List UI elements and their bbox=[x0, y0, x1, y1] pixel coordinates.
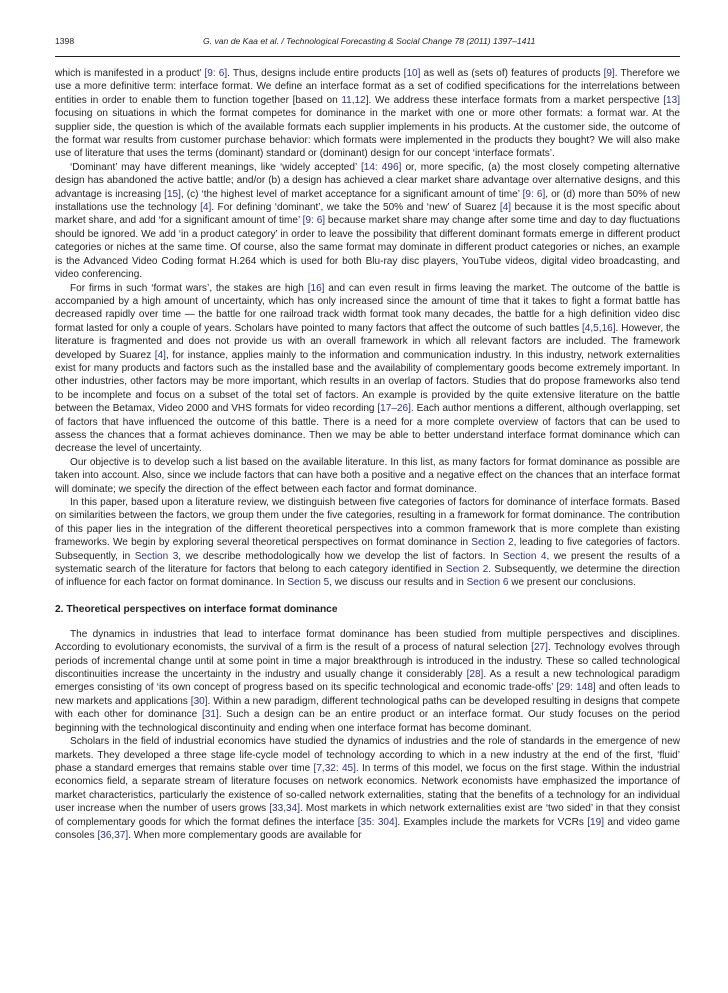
text-run: , for instance, applies mainly to the information and communication industry. In this industry, network externalities exist for many products and factors such as the installed base and the availability of complementary goods become extremely important. In other industries, other factors may be more important, which results in an overlap of factors. Studies that do propose frameworks also tend to be incomplete and focus on a subset of the total set of factors. An example is provided by the quite extensive literature on the battle between the Betamax, Video 2000 and VHS formats for video recording bbox=[55, 349, 681, 415]
text-run: . Each author mentions a different, although overlapping, set of factors that have influenced the outcome of this battle. There is a need for a more complete overview of factors that can be used to assess the chances that a format achieves dominance. Then we may be able to better understand interface format dominance which can decrease the level of uncertainty. bbox=[55, 403, 680, 455]
text-run: as well as (sets of) features of products bbox=[420, 68, 604, 79]
citation-link[interactable]: [36,37] bbox=[97, 829, 129, 841]
text-run: ]. We address these interface formats from a market perspective bbox=[365, 94, 664, 106]
citation-link[interactable]: 11,12 bbox=[341, 94, 366, 106]
text-run: . For defining ‘dominant’, we take the 50% and ‘new’ of Suarez bbox=[211, 202, 500, 214]
citation-link[interactable]: [17–26] bbox=[377, 403, 411, 415]
citation-link[interactable]: [28] bbox=[466, 669, 484, 681]
text-run: Scholars in the field of industrial economics have studied the dynamics of industries and the role of standards in the emergence of new markets. They developed a three stage life-cycle model of technology according to which in a new industry at the end of the first, ‘fluid’ phase a standard emerges that remains stable over time bbox=[55, 736, 680, 774]
text-run: Our objective is to develop such a list based on the available literature. In this list, as many factors for format dominance as possible are taken into account. Also, since we include factors that can have both a positive and a negative effect on the chances that an interface format will dominate; we specify the direction of the effect between each factor and format dominance. bbox=[55, 456, 680, 495]
citation-link[interactable]: Section 4 bbox=[502, 550, 547, 562]
citation-link[interactable]: [31] bbox=[201, 709, 219, 721]
citation-link[interactable]: [13] bbox=[663, 94, 680, 106]
text-run: , we present the results of a systematic search of the literature for factors that belong to each category identified in bbox=[55, 550, 681, 576]
citation-link[interactable]: [35: 304] bbox=[357, 816, 398, 828]
page-number: 1398 bbox=[55, 36, 75, 46]
citation-link[interactable]: [4] bbox=[200, 202, 212, 214]
text-run: because it is the most specific about market share, and add ‘for a significant amount of time’ bbox=[55, 202, 680, 227]
citation-link[interactable]: [7,32: 45] bbox=[313, 762, 356, 774]
text-run: . Most markets in which network externalities exist are ‘two sided’ in that they consist of complementary goods for which the format defines the interface bbox=[55, 803, 680, 828]
text-run: and video game consoles bbox=[55, 816, 681, 841]
paragraph bbox=[55, 496, 680, 590]
citation-link[interactable]: Section 2 bbox=[471, 537, 514, 549]
page bbox=[55, 36, 680, 842]
article-body bbox=[55, 67, 680, 842]
section-heading bbox=[55, 603, 680, 616]
citation-link[interactable]: [4] bbox=[499, 202, 512, 214]
paragraph bbox=[55, 628, 680, 735]
text-run: . Examples include the markets for VCRs bbox=[397, 816, 588, 828]
text-run: , or (d) more than 50% of new installations use the technology bbox=[55, 188, 680, 214]
paragraph bbox=[55, 735, 680, 842]
text-run: , we describe methodologically how we develop the list of factors. In bbox=[178, 550, 503, 562]
citation-link[interactable]: Section 3 bbox=[134, 550, 179, 562]
text-run: . In terms of this model, we focus on the first stage. Within the industrial economics field, a separate stream of literature focuses on network economics. Network economists have emphasized the importance of market characteristics, particularly the existence of so-called network externalities, stating that the benefits of a technology for an individual user increase when the number of users grows bbox=[55, 762, 680, 815]
citation-link[interactable]: [4] bbox=[154, 349, 166, 361]
running-head bbox=[55, 36, 680, 50]
header-rule bbox=[55, 56, 680, 57]
text-run: . When more complementary goods are available for bbox=[128, 829, 362, 841]
text-run: 2. Theoretical perspectives on interface format dominance bbox=[55, 603, 338, 615]
paragraph bbox=[55, 161, 680, 282]
citation-link[interactable]: [4,5,16] bbox=[582, 322, 616, 334]
text-run: ‘Dominant’ may have different meanings, like ‘widely accepted’ bbox=[70, 161, 361, 173]
citation-link[interactable]: [9: 6] bbox=[302, 215, 326, 227]
citation-link[interactable]: Section 2 bbox=[445, 564, 489, 576]
citation-link[interactable]: [33,34] bbox=[269, 803, 300, 815]
text-run: or, more specific, (a) the most closely competing alternative design has abandoned the active battle; and/or (b) a design has achieved a clear market share advantage over alternative designs, and this advantage is increasing bbox=[55, 161, 680, 200]
text-run: and often leads to new markets and applications bbox=[55, 682, 681, 707]
citation-link[interactable]: Section 6 bbox=[466, 577, 509, 589]
text-run: we present our conclusions. bbox=[508, 577, 636, 589]
citation-link[interactable]: [14: 496] bbox=[360, 161, 402, 173]
text-run: For firms in such ‘format wars’, the stakes are high bbox=[70, 282, 308, 294]
citation-link[interactable]: [29: 148] bbox=[556, 682, 596, 694]
text-run: focusing on situations in which the format competes for dominance in the market with one or more other formats: a format war. At the supplier side, the question is which of the available formats each supplier implements in his products. At the customer side, the outcome of the format war results from customer purchase behavior: which formats were implemented in the products they bought? We will also make use of literature that uses the terms (dominant) standard or (dominant) design for our concept ‘interface formats’. bbox=[55, 108, 680, 160]
citation-link[interactable]: [30] bbox=[190, 695, 208, 707]
citation-link[interactable]: [9: 6] bbox=[204, 68, 228, 79]
text-run: and can even result in firms leaving the market. The outcome of the battle is accompanied by a high amount of uncertainty, which has only increased since the amount of time that it takes to fight a format battle has decreased rapidly over time — the battle for one railroad track width format took many decades, the battle for a high definition video disc format lasted for only a couple of years. Scholars have pointed to many factors that affect the outcome of such battles bbox=[55, 282, 681, 334]
citation-link[interactable]: [27] bbox=[531, 642, 548, 654]
citation-link[interactable]: [9] bbox=[603, 68, 615, 79]
text-run: . Such a design can be an entire product or an interface format. Our study focuses on the period beginning with the technological discontinuity and ending when one interface format has become dominant. bbox=[55, 709, 680, 734]
text-run: , we discuss our results and in bbox=[329, 577, 467, 589]
text-run: , leading to five categories of factors. Subsequently, in bbox=[55, 537, 680, 562]
journal-citation: G. van de Kaa et al. / Technological Forecasting & Social Change 78 (2011) 1397–1411 bbox=[203, 36, 536, 46]
citation-link[interactable]: [19] bbox=[587, 816, 605, 828]
citation-link[interactable]: [10] bbox=[403, 68, 421, 79]
text-run: . As a result a new technological paradigm emerges consisting of ‘its own concept of progress based on its specific technological and economic trade-offs’ bbox=[55, 669, 680, 694]
citation-link[interactable]: [15] bbox=[164, 188, 181, 200]
citation-link[interactable]: [9: 6] bbox=[522, 188, 546, 200]
text-run: . Subsequently, we determine the direction of influence for each factor on format dominance. In bbox=[55, 564, 680, 589]
text-run: , (c) ‘the highest level of market acceptance for a significant amount of time’ bbox=[180, 188, 523, 200]
text-run: which is manifested in a product’ bbox=[55, 68, 205, 79]
text-run: because market share may change after some time and day to day fluctuations should be ignored. We add ‘in a product category’ in order to leave the possibility that different dominant formats emerge in different product categories or niches at the same time. Of course, also the same format may dominate in different product categories or niches, an example is the Advanced Video Coding format H.264 which is used for both Blu-ray disc players, YouTube videos, digital video broadcasting, and video conferencing. bbox=[55, 215, 680, 281]
text-run: . Therefore we use a more definitive term: interface format. We define an interface format as a set of codified specifications for the interrelations between entities in order to enable them to function together [based on bbox=[55, 68, 680, 106]
text-run: . Within a new paradigm, different technological paths can be developed resulting in designs that compete with each other for dominance bbox=[55, 695, 680, 721]
paragraph bbox=[55, 456, 680, 496]
citation-link[interactable]: Section 5 bbox=[287, 577, 330, 589]
citation-link[interactable]: [16] bbox=[307, 282, 325, 294]
text-run: . Technology evolves through periods of incremental change until at some point in time a major breakthrough is introduced in the industry. These so called technological discontinuities increase the uncertainty in the industry and usually change it considerably bbox=[55, 642, 681, 681]
paragraph bbox=[55, 67, 680, 161]
paragraph bbox=[55, 282, 680, 456]
text-run: The dynamics in industries that lead to interface format dominance has been studied from multiple perspectives and disciplines. According to evolutionary economists, the survival of a firm is the result of a process of natural selection bbox=[55, 628, 680, 654]
text-run: In this paper, based upon a literature review, we distinguish between five categories of factors for dominance of interface formats. Based on similarities between the factors, we group them under the five categories, resulting in a framework for format dominance. The contribution of this paper lies in the integration of the different theoretical perspectives into a common framework that is more complete than existing frameworks. We begin by exploring several theoretical perspectives on format dominance in bbox=[55, 497, 680, 549]
text-run: . However, the literature is fragmented and does not provide us with an overall framework in which all relevant factors are included. The framework developed by Suarez bbox=[55, 322, 680, 361]
text-run: . Thus, designs include entire products bbox=[227, 68, 404, 79]
